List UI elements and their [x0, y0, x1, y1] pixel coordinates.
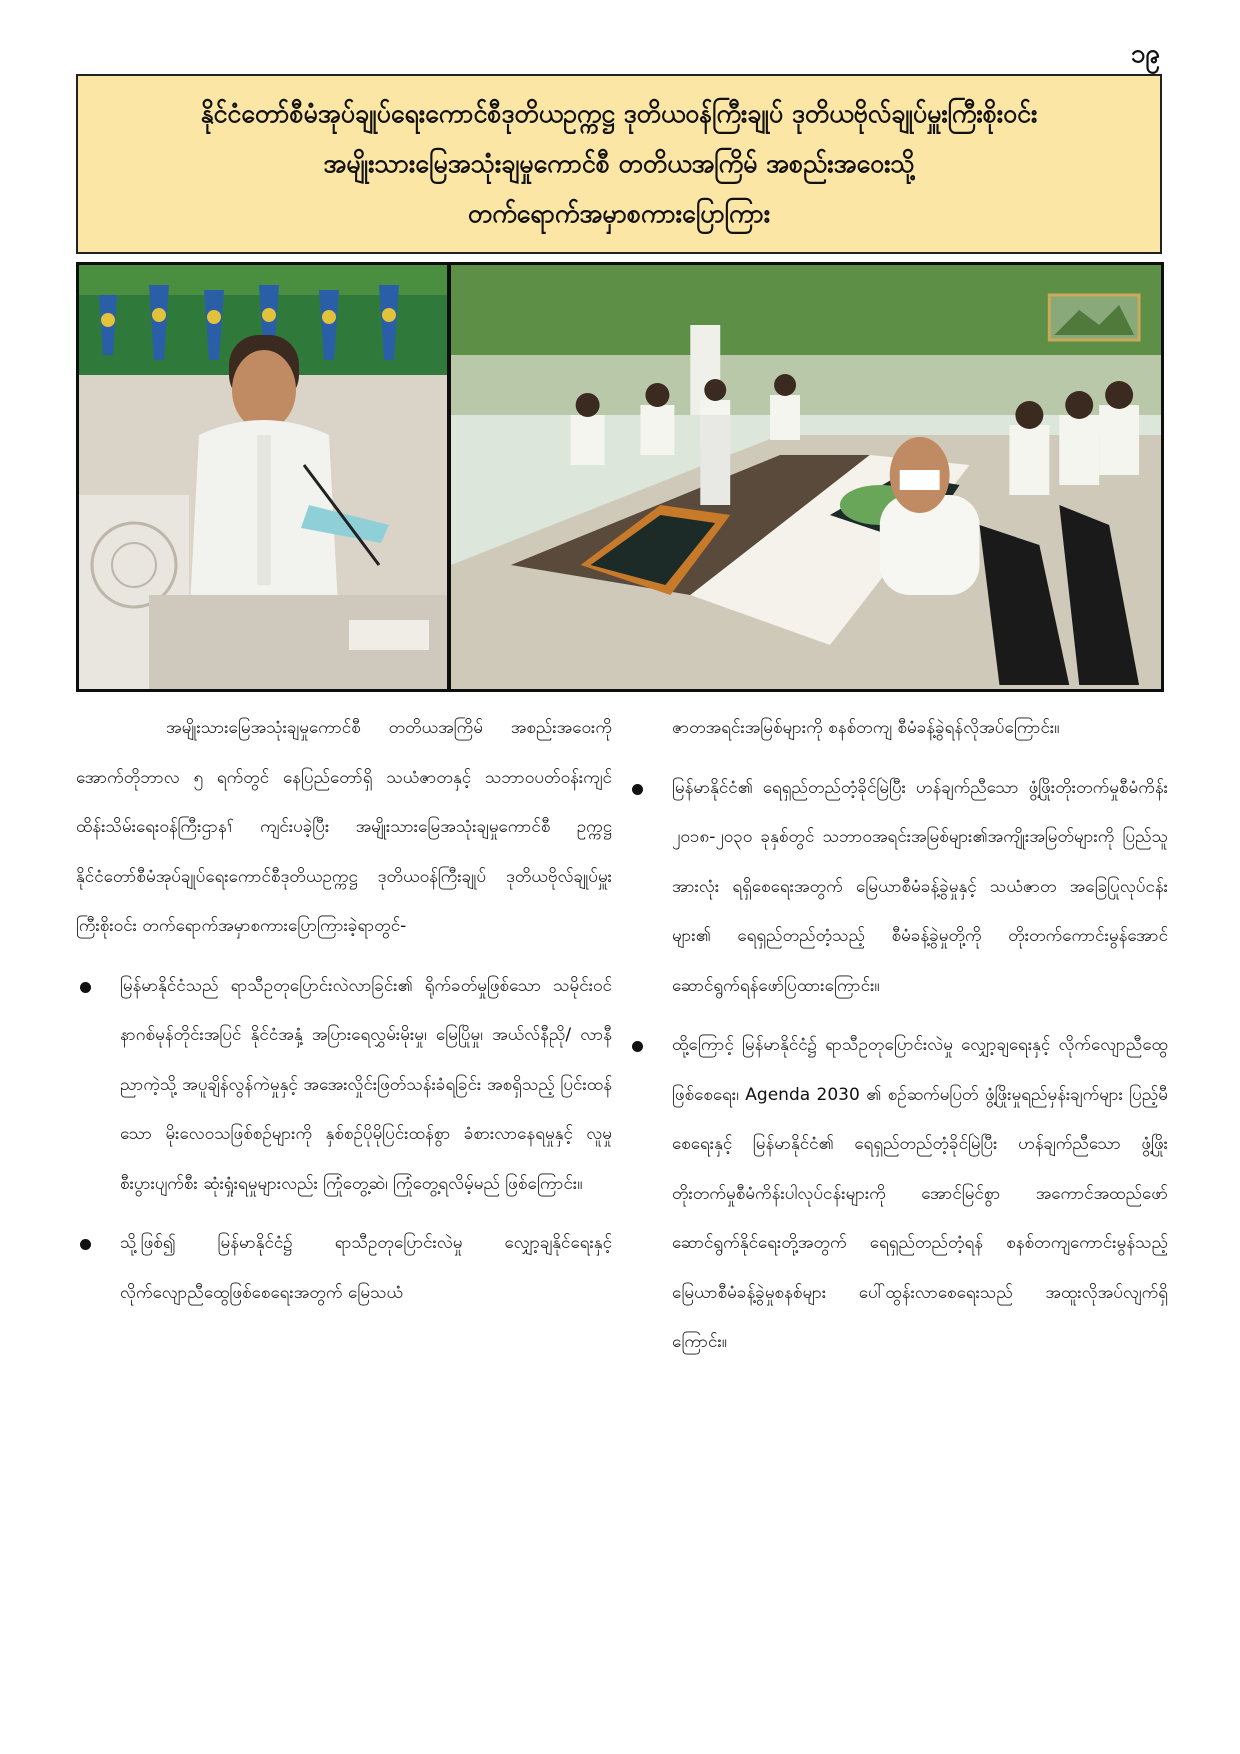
bullet-dot-icon — [80, 982, 91, 993]
right-column — [628, 704, 1168, 1374]
bullet-text-4: ထို့ကြောင့် မြန်မာနိုင်ငံ၌ ရာသီဥတုပြောင်းလဲမှု လျှော့ချရေးနှင့် လိုက်လျောညီထွေဖြစ်စေရေး၊ Agenda 2030 ၏ စဉ်ဆက်မပြတ် ဖွံ့ဖြိုးမှုရည်မှန်းချက်များ ပြည့်မီစေရေးနှင့် မြန်မာနိုင်ငံ၏ ရေရှည်တည်တံ့ခိုင်မြဲပြီး ဟန်ချက်ညီသော ဖွံ့ဖြိုးတိုးတက်မှုစီမံကိန်းပါလုပ်ငန်းများကို အောင်မြင်စွာ အကောင်အထည်ဖော် ဆောင်ရွက်နိုင်ရေးတို့အတွက် ရေရှည်တည်တံ့ရန် စနစ်တကျကောင်းမွန်သည့် မြေယာစီမံခန့်ခွဲမှုစနစ်များ ပေါ်ထွန်းလာစေရေးသည် အထူးလိုအပ်လျက်ရှိကြောင်း။ — [672, 1035, 1168, 1352]
bullet-dot-icon — [632, 784, 643, 795]
bullet-item-3 — [628, 764, 1168, 1012]
meeting-hall-photo — [451, 265, 1161, 689]
bullet-text-2-continued: ဇာတအရင်းအမြစ်များကို စနစ်တကျ စီမံခန့်ခွဲရန်လိုအပ်ကြောင်း။ — [672, 718, 1060, 738]
title-box — [76, 74, 1162, 254]
intro-paragraph: အမျိုးသားမြေအသုံးချမှုကောင်စီ တတိယအကြိမ် အစည်းအဝေးကို အောက်တိုဘာလ ၅ ရက်တွင် နေပြည်တော်ရှိ သယံဇာတနှင့် သဘာဝပတ်ဝန်းကျင်ထိန်းသိမ်းရေးဝန်ကြီးဌာနၢ် ကျင်းပခဲ့ပြီး အမျိုးသားမြေအသုံးချမှုကောင်စီ ဥက္ကဋ္ဌ နိုင်ငံတော်စီမံအုပ်ချုပ်ရေးကောင်စီဒုတိယဥက္ကဋ္ဌ ဒုတိယဝန်ကြီးချုပ် ဒုတိယဗိုလ်ချုပ်မှူးကြီးစိုးဝင်း တက်ရောက်အမှာစကားပြောကြားခဲ့ရာတွင်- — [76, 718, 612, 936]
bullet-item-1 — [76, 962, 612, 1210]
bullet-item-4 — [628, 1021, 1168, 1368]
bullet-dot-icon — [80, 1239, 91, 1250]
bullet-text-1: မြန်မာနိုင်ငံသည် ရာသီဥတုပြောင်းလဲလာခြင်း၏ ရိုက်ခတ်မှုဖြစ်သော သမိုင်းဝင် နာဂစ်မုန်တိုင်းအပြင် နိုင်ငံအနှံ့ အပြားရေလွှမ်းမိုးမှု၊ မြေပြိုမှု၊ အယ်လ်နီညို/ လာနီညာကဲ့သို့ အပူချိန်လွန်ကဲမှုနှင့် အအေးလှိုင်းဖြတ်သန်းခံရခြင်း အစရှိသည့် ပြင်းထန်သော မိုးလေဝသဖြစ်စဉ်များကို နှစ်စဉ်ပိုမိုပြင်းထန်စွာ ခံစားလာနေရမှုနှင့် လူမှုစီးပွားပျက်စီး ဆုံးရှုံးရမှုများလည်း ကြုံတွေ့ဆဲ၊ ကြုံတွေ့ရလိမ့်မည် ဖြစ်ကြောင်း။ — [120, 975, 612, 1194]
bullet-item-2 — [76, 1219, 612, 1318]
bullet-text-3: မြန်မာနိုင်ငံ၏ ရေရှည်တည်တံ့ခိုင်မြဲပြီး ဟန်ချက်ညီသော ဖွံ့ဖြိုးတိုးတက်မှုစီမံကိန်း ၂၀၁၈-၂၀၃၀ ခုနှစ်တွင် သဘာဝအရင်းအမြစ်များ၏အကျိုးအမြတ်များကို ပြည်သူအားလုံး ရရှိစေရေးအတွက် မြေယာစီမံခန့်ခွဲမှုနှင့် သယံဇာတ အခြေပြုလုပ်ငန်းများ၏ ရေရှည်တည်တံ့သည့် စီမံခန့်ခွဲမှုတို့ကို တိုးတက်ကောင်းမွန်အောင် ဆောင်ရွက်ရန်ဖော်ပြထားကြောင်း။ — [672, 777, 1168, 996]
page-number: ၁၉ — [1130, 39, 1160, 69]
title-line-2: အမျိုးသားမြေအသုံးချမှုကောင်စီ တတိယအကြိမ် အစည်းအဝေးသို့ — [323, 149, 915, 178]
speaker-at-podium-photo — [79, 265, 447, 689]
speaker-photo-illustration — [79, 265, 447, 689]
bullet-dot-icon — [632, 1041, 643, 1052]
title-line-3: တက်ရောက်အမှာစကားပြောကြား — [467, 199, 771, 228]
left-column — [76, 704, 612, 1324]
bullet-text-2: သို့ဖြစ်၍ မြန်မာနိုင်ငံ၌ ရာသီဥတုပြောင်းလဲမှု လျှော့ချနိုင်ရေးနှင့် လိုက်လျောညီထွေဖြစ်စေရေးအတွက် မြေသယံ — [120, 1233, 612, 1303]
photo-frame — [76, 262, 1164, 692]
meeting-hall-illustration — [451, 265, 1161, 689]
title-line-1: နိုင်ငံတော်စီမံအုပ်ချုပ်ရေးကောင်စီဒုတိယဥက္ကဋ္ဌ ဒုတိယဝန်ကြီးချုပ် ဒုတိယဗိုလ်ချုပ်မှူးကြီးစိုးဝင်း — [200, 99, 1038, 128]
